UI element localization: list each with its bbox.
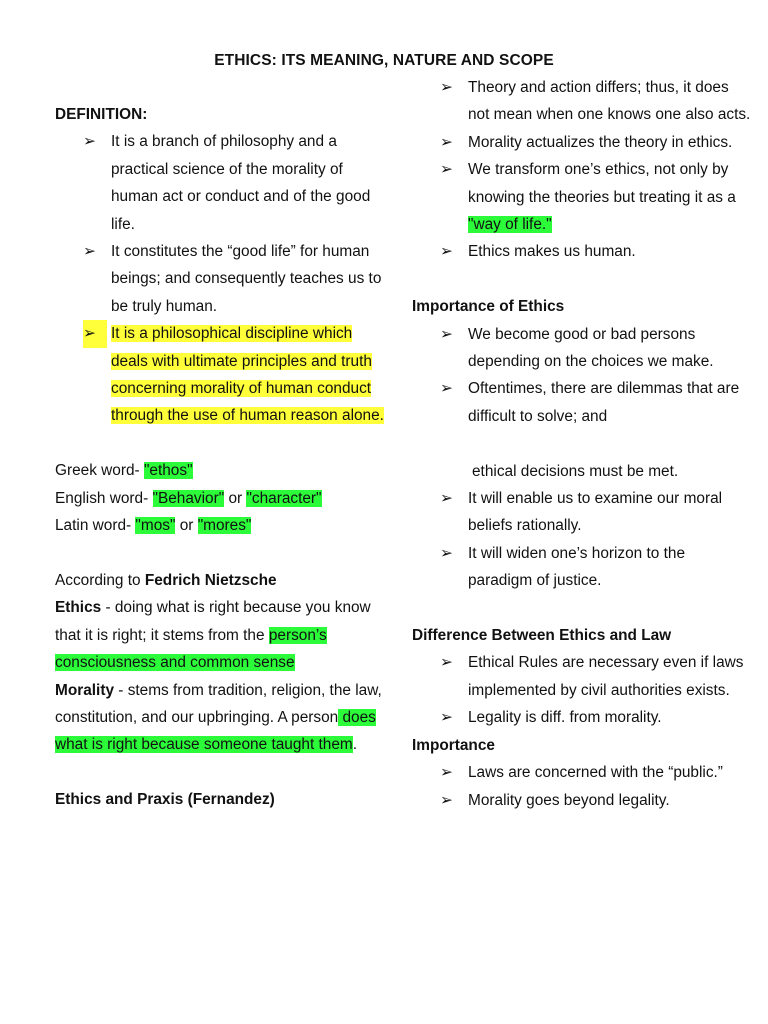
bullet-text: It will widen one’s horizon to the paradigm of justice. xyxy=(468,544,686,590)
definition-bullet-2 xyxy=(55,238,385,320)
english-word-1: "Behavior" xyxy=(152,489,225,507)
bullet-arrow-icon: ➢ xyxy=(440,654,453,672)
importance2-bullet-1 xyxy=(412,759,752,786)
ethics-text: - doing what is right because you know that it is right; it stems from the xyxy=(55,599,371,644)
according-name: Fedrich Nietzsche xyxy=(144,571,277,589)
according-prefix: According to xyxy=(55,571,145,589)
praxis-bullet-4 xyxy=(412,238,752,265)
highlighted-bullet-text: It is a philosophical discipline which deals with ultimate principles and truth concerning morality of human conduct through the use of human reason alone. xyxy=(111,325,384,425)
bullet-arrow-icon: ➢ xyxy=(83,243,96,261)
right-column xyxy=(412,74,752,814)
difference-bullet-1 xyxy=(412,649,752,704)
ethics-definition xyxy=(55,594,385,676)
bullet-text: It will enable us to examine our moral beliefs rationally. xyxy=(468,490,723,535)
bullet-text: Ethical Rules are necessary even if laws implemented by civil authorities exists. xyxy=(468,654,744,699)
page-title: ETHICS: ITS MEANING, NATURE AND SCOPE xyxy=(214,52,554,69)
bullet-text: Oftentimes, there are dilemmas that are difficult to solve; and xyxy=(468,380,740,425)
bullet-arrow-icon: ➢ xyxy=(440,133,453,151)
bullet-arrow-icon: ➢ xyxy=(83,133,96,151)
english-label: English word- xyxy=(55,489,153,507)
greek-label: Greek word- xyxy=(55,462,144,480)
way-of-life-highlight: "way of life." xyxy=(468,216,552,234)
bullet-text: Theory and action differs; thus, it does not mean when one knows one also acts. xyxy=(468,79,751,124)
english-or: or xyxy=(224,489,247,507)
definition-heading: DEFINITION: xyxy=(55,106,148,123)
latin-label: Latin word- xyxy=(55,517,136,535)
importance-bullet-2 xyxy=(412,375,752,430)
difference-bullet-2 xyxy=(412,704,752,731)
bullet-arrow-icon: ➢ xyxy=(440,79,453,96)
bullet-arrow-icon: ➢ xyxy=(440,325,453,343)
bullet-text: It constitutes the “good life” for human beings; and consequently teaches us to be truly human. xyxy=(111,243,382,315)
greek-word: "ethos" xyxy=(143,462,193,480)
bullet-arrow-icon: ➢ xyxy=(83,320,107,347)
importance-heading: Importance of Ethics xyxy=(412,298,565,316)
morality-text: - stems from tradition, religion, the law, constitution, and our upbringing. A person xyxy=(55,681,382,726)
bullet-text: Morality actualizes the theory in ethics. xyxy=(468,133,733,151)
morality-term: Morality xyxy=(55,681,115,699)
bullet-text: It is a branch of philosophy and a practical science of the morality of human act or conduct and of the good life. xyxy=(111,133,371,233)
bullet-text: Laws are concerned with the “public.” xyxy=(468,764,723,782)
definition-bullet-1 xyxy=(55,128,385,238)
bullet-arrow-icon: ➢ xyxy=(440,709,453,727)
definition-bullet-3 xyxy=(55,320,385,430)
bullet-text: Ethics makes us human. xyxy=(468,243,636,261)
bullet-arrow-icon: ➢ xyxy=(440,764,453,782)
bullet-arrow-icon: ➢ xyxy=(440,380,453,398)
importance-bullet-4 xyxy=(412,540,752,595)
latin-word-line xyxy=(55,512,385,539)
importance2-bullet-2 xyxy=(412,787,752,814)
english-word-2: "character" xyxy=(246,489,322,507)
importance-continuation: ethical decisions must be met. xyxy=(472,462,679,480)
praxis-bullet-3 xyxy=(412,156,752,238)
morality-end: . xyxy=(352,736,358,754)
ethics-highlight: person’s consciousness and common sense xyxy=(55,626,327,672)
importance2-heading: Importance xyxy=(412,736,495,754)
praxis-heading: Ethics and Praxis (Fernandez) xyxy=(55,791,275,809)
bullet-text: We become good or bad persons depending on the choices we make. xyxy=(468,325,714,371)
bullet-text: Legality is diff. from morality. xyxy=(468,709,662,727)
ethics-term: Ethics xyxy=(55,599,102,617)
bullet-arrow-icon: ➢ xyxy=(440,791,453,809)
importance-bullet-3 xyxy=(412,485,752,540)
bullet-arrow-icon: ➢ xyxy=(440,243,453,261)
morality-highlight: does what is right because someone taught them xyxy=(55,708,376,754)
according-line xyxy=(55,567,385,594)
latin-word-2: "mores" xyxy=(197,517,252,535)
morality-definition xyxy=(55,677,385,759)
bullet-text: We transform one’s ethics, not only by knowing the theories but treating it as a xyxy=(468,161,736,206)
latin-or: or xyxy=(175,517,198,535)
bullet-arrow-icon: ➢ xyxy=(440,161,453,179)
left-column xyxy=(55,101,385,814)
latin-word-1: "mos" xyxy=(135,517,176,535)
bullet-arrow-icon: ➢ xyxy=(440,490,453,508)
praxis-bullet-1 xyxy=(412,74,752,129)
difference-heading: Difference Between Ethics and Law xyxy=(412,627,672,645)
importance-bullet-1 xyxy=(412,321,752,376)
bullet-arrow-icon: ➢ xyxy=(440,544,453,562)
english-word-line xyxy=(55,485,385,512)
bullet-text: Morality goes beyond legality. xyxy=(468,791,670,809)
praxis-bullet-2 xyxy=(412,129,752,156)
greek-word-line xyxy=(55,457,385,484)
